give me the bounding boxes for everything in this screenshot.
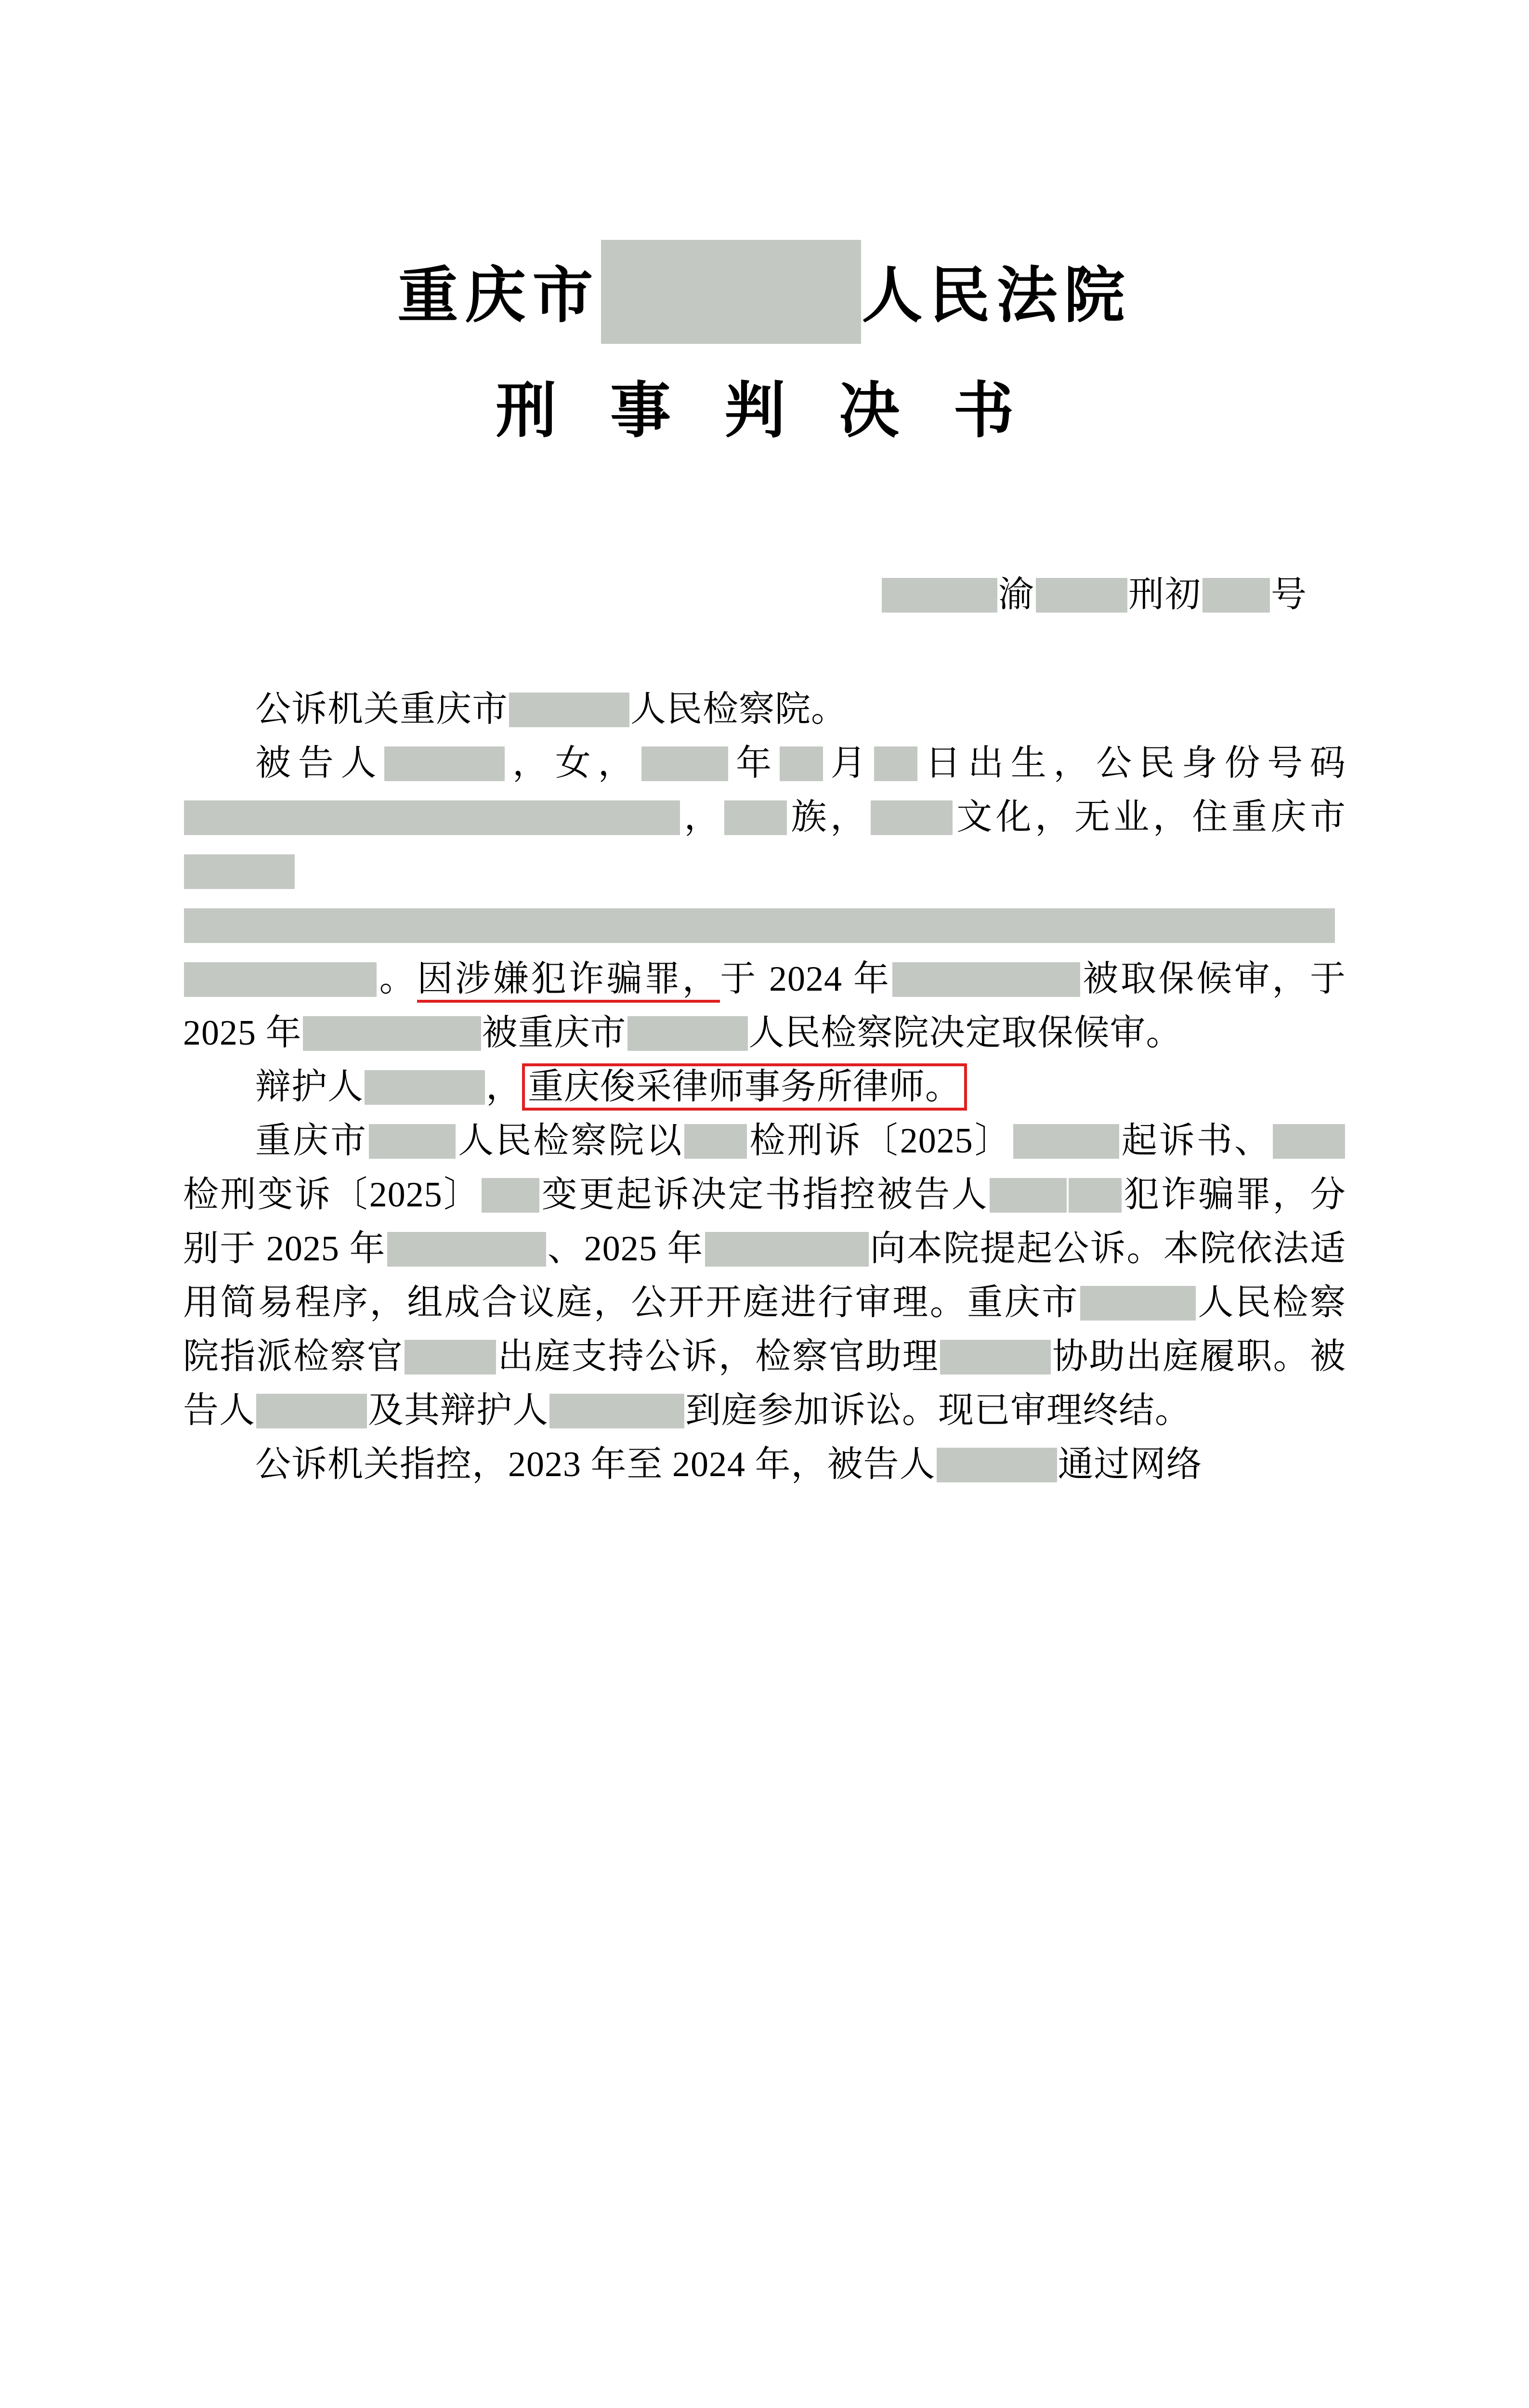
court-title-prefix: 重庆市	[397, 262, 600, 330]
redaction-ethnicity	[724, 800, 787, 835]
annotation-underline-charge: 因涉嫌犯诈骗罪，	[417, 959, 720, 1003]
redaction-education	[871, 800, 953, 835]
redaction-indict-district-1	[369, 1124, 456, 1159]
p2-text-l: 被取保候审，	[1081, 959, 1310, 999]
redaction-id-number	[184, 800, 680, 835]
redaction-birth-day	[874, 746, 917, 781]
p4-text-c: 检刑诉〔2025〕	[748, 1121, 1012, 1161]
court-title-suffix: 人民法院	[862, 262, 1132, 330]
redaction-defendant-name-2	[990, 1178, 1067, 1213]
redaction-case-district-code	[1036, 578, 1127, 613]
redaction-prosecutor-assistant	[940, 1340, 1051, 1374]
p4-text-n: 到庭参加诉讼。现已审理终结。	[685, 1391, 1191, 1431]
case-number-line	[183, 570, 1346, 620]
case-number-segment-2: 刑初	[1128, 575, 1202, 615]
redaction-bail-date-1	[892, 962, 1080, 997]
paragraph-defendant-info	[183, 736, 1346, 1060]
document-type-title: 刑 事 判 决 书	[496, 378, 1033, 445]
p2-text-i: 。	[378, 959, 418, 999]
case-number-segment-1: 渝	[998, 575, 1035, 615]
redaction-trial-procuratorate	[1080, 1286, 1196, 1321]
p3-text-b: ，	[486, 1067, 522, 1107]
redaction-address-part-3	[184, 962, 377, 997]
redaction-birth-year	[641, 746, 728, 781]
p4-text-g: 犯诈骗罪，分别于 2025 年	[183, 1175, 1346, 1269]
annotation-box-law-firm: 重庆俊采律师事务所律师。	[522, 1063, 967, 1111]
document-body	[183, 682, 1346, 1492]
p5-text-a: 公诉机关指控，2023 年至 2024 年，被告人	[255, 1445, 936, 1485]
redaction-indict-code-1	[684, 1124, 747, 1159]
case-number-segment-3: 号	[1271, 575, 1307, 615]
paragraph-prosecuting-organ	[183, 682, 1346, 736]
p2-text-o: 人民检察院决定取保候审。	[748, 1013, 1182, 1053]
paragraph-allegation	[183, 1438, 1346, 1492]
p4-text-a: 重庆市	[255, 1121, 368, 1161]
p2-text-k: 于 2024 年	[720, 959, 891, 999]
p5-text-b: 通过网络	[1058, 1445, 1202, 1485]
judgment-document-page	[0, 250, 1529, 2408]
p4-text-m: 及其辩护人	[368, 1391, 549, 1431]
redaction-address-part-2	[184, 908, 1335, 943]
p2-text-b: ，女，	[506, 744, 641, 784]
redaction-prosecutor-name	[405, 1340, 496, 1374]
paragraph-defense-counsel	[183, 1060, 1346, 1114]
redaction-indict-number-1	[1013, 1124, 1119, 1159]
p2-text-n: 被重庆市	[482, 1013, 627, 1053]
redaction-birth-month	[780, 746, 823, 781]
redaction-defendant-name	[384, 746, 505, 781]
redaction-court-name	[601, 240, 861, 344]
redaction-bail-date-2	[303, 1016, 481, 1051]
p1-text-a: 公诉机关重庆市	[255, 690, 508, 730]
redaction-filing-date-2	[705, 1232, 869, 1267]
redaction-procuratorate-district	[509, 693, 629, 727]
p4-text-i: 向本院提起公诉。本院依法适用简易程序，组成合议庭，公开开庭进行审理。重庆市	[183, 1229, 1346, 1323]
redaction-bail-procuratorate	[627, 1016, 748, 1051]
p4-text-l: 协助出庭履职。被告人	[183, 1337, 1346, 1431]
p2-text-c: 年	[729, 744, 779, 784]
p2-text-m: 于 2025 年	[183, 959, 1346, 1053]
p2-text-g: 族，	[788, 798, 870, 838]
p1-text-b: 人民检察院。	[630, 690, 847, 730]
redaction-filing-date-1	[387, 1232, 546, 1267]
redaction-case-court-code	[882, 578, 997, 613]
p2-text-h: 文化，无业，住重庆市	[953, 798, 1346, 838]
p2-text-a: 被告人	[255, 744, 384, 784]
paragraph-indictment	[183, 1114, 1346, 1438]
redaction-case-serial	[1202, 578, 1270, 613]
p4-text-h: 、2025 年	[547, 1229, 704, 1269]
p4-text-b: 人民检察院以	[457, 1121, 684, 1161]
redaction-defendant-name-5	[937, 1448, 1057, 1482]
p3-text-a: 辩护人	[255, 1067, 364, 1107]
redaction-counsel-name	[365, 1070, 485, 1105]
redaction-indict-code-2	[1273, 1124, 1345, 1159]
redaction-counsel-name-2	[549, 1394, 684, 1428]
p2-text-f: ，	[681, 798, 724, 838]
p4-text-j: 人民检察院指派检察官	[183, 1283, 1346, 1377]
p4-text-k: 出庭支持公诉，检察官助理	[497, 1337, 940, 1377]
p2-text-e: 日出生，公民身份号码	[918, 744, 1346, 784]
redaction-indict-number-2	[482, 1178, 539, 1213]
redaction-address-part-1	[184, 854, 295, 889]
p4-text-d: 起诉书、	[1120, 1121, 1272, 1161]
court-title	[183, 250, 1346, 354]
p4-text-e: 检刑变诉〔2025〕	[183, 1175, 481, 1215]
p2-text-d: 月	[823, 744, 874, 784]
redaction-defendant-name-3	[1069, 1178, 1122, 1213]
p4-text-f: 变更起诉决定书指控被告人	[540, 1175, 989, 1215]
redaction-defendant-name-4	[256, 1394, 367, 1428]
